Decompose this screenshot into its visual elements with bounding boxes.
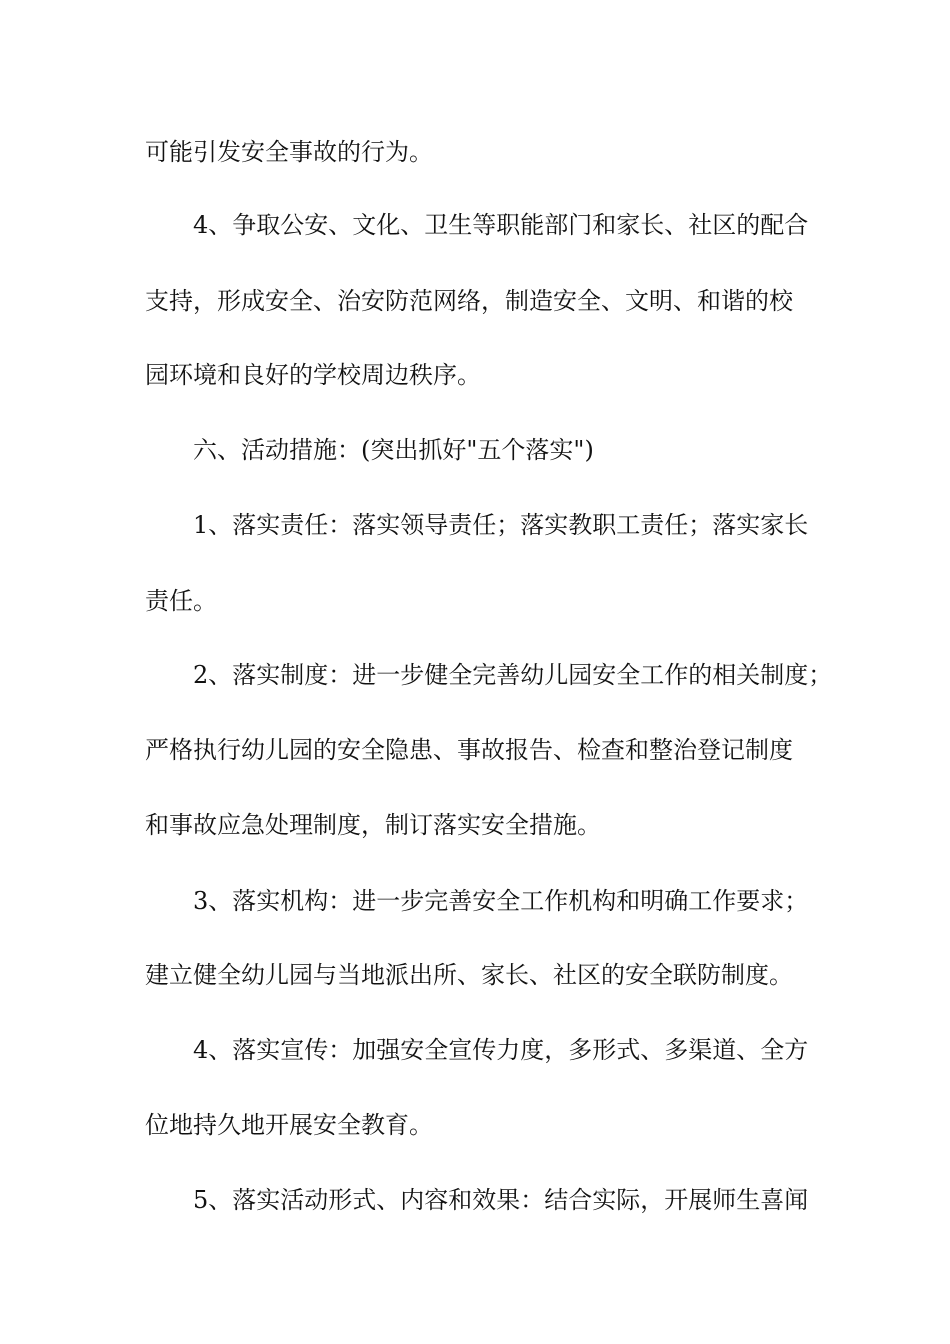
- text-line-4: 园环境和良好的学校周边秩序。: [145, 361, 481, 389]
- text-line-8: 2、落实制度：进一步健全完善幼儿园安全工作的相关制度；: [193, 661, 833, 689]
- text-line-1: 可能引发安全事故的行为。: [145, 138, 433, 166]
- text-line-2: 4、争取公安、文化、卫生等职能部门和家长、社区的配合: [193, 211, 809, 239]
- text-line-15: 5、落实活动形式、内容和效果：结合实际，开展师生喜闻: [193, 1186, 809, 1214]
- text-line-7: 责任。: [145, 587, 217, 615]
- text-line-11: 3、落实机构：进一步完善安全工作机构和明确工作要求；: [193, 887, 809, 915]
- text-line-3: 支持，形成安全、治安防范网络，制造安全、文明、和谐的校: [145, 287, 793, 315]
- text-line-6: 1、落实责任：落实领导责任；落实教职工责任；落实家长: [193, 511, 809, 539]
- text-line-9: 严格执行幼儿园的安全隐患、事故报告、检查和整治登记制度: [145, 736, 793, 764]
- text-line-14: 位地持久地开展安全教育。: [145, 1111, 433, 1139]
- text-line-12: 建立健全幼儿园与当地派出所、家长、社区的安全联防制度。: [145, 961, 793, 989]
- text-line-10: 和事故应急处理制度，制订落实安全措施。: [145, 811, 601, 839]
- text-line-5: 六、活动措施：(突出抓好"五个落实"): [193, 436, 594, 464]
- text-line-13: 4、落实宣传：加强安全宣传力度，多形式、多渠道、全方: [193, 1036, 809, 1064]
